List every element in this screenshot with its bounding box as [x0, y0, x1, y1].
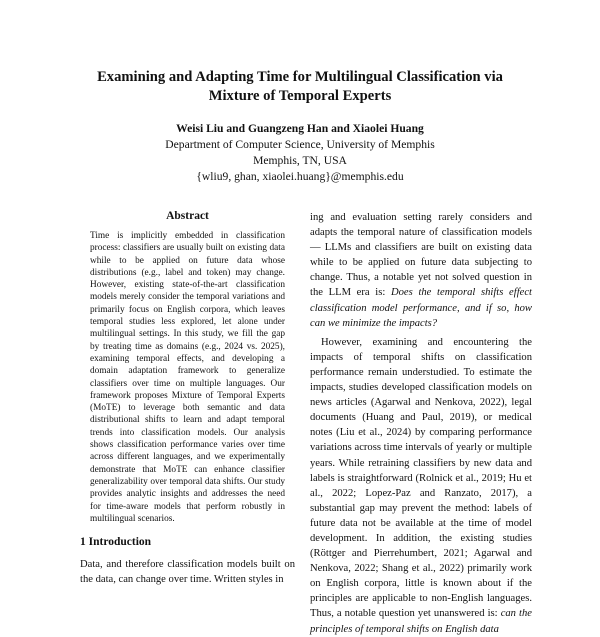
- right-column: [310, 210, 532, 637]
- author-block: [0, 121, 600, 185]
- affiliation: Department of Computer Science, University of Memphis: [165, 138, 435, 151]
- abstract-heading: Abstract: [166, 210, 209, 222]
- research-question: Does the temporal shifts effect classification model performance, and if so, how can we minimize the impacts?: [310, 287, 532, 329]
- right-p1-text: ing and evaluation setting rarely considers and adapts the temporal nature of classification models — LLMs and classifiers are built on existing data while to be applied on future data subjecting to change. Thus, a notable yet not solved question in the LLM era is:: [310, 212, 532, 299]
- author-names: Weisi Liu and Guangzeng Han and Xiaolei Huang: [176, 122, 424, 135]
- right-paragraph-1: [310, 210, 532, 331]
- open-question: can the principles of temporal shifts on English data: [310, 608, 532, 635]
- email: {wliu9, ghan, xiaolei.huang}@memphis.edu: [196, 170, 404, 183]
- right-p2-text: However, examining and encountering the impacts of temporal shifts on classification performance remain understudied. To estimate the impacts, studies developed classification models on news articles (Agarwal and Nenkova, 2022), legal documents (Huang and Paul, 2019), or medical notes (Liu et al., 2024) by comparing performance variations across time intervals of yearly or multiple years. While retraining classifiers by new data and labels is straightforward (Rolnick et al., 2019; Hu et al., 2022; Lopez-Paz and Ranzato, 2017), a substantial gap may prevent the method: labels of future data not be available at the time of model development. In addition, the existing studies (Röttger and Pierrehumbert, 2021; Agarwal and Nenkova, 2022; Shang et al., 2022) primarily work on English corpora, little is known about if the principles are applicable to non-English languages. Thus, a notable question yet unanswered is:: [310, 336, 532, 620]
- left-column: [80, 210, 295, 587]
- intro-paragraph: Data, and therefore classification models built on the data, can change over time. Written styles in: [80, 559, 295, 586]
- abstract-text: Time is implicitly embedded in classification process: classifiers are usually built on existing data while to be applied on future data whose distributions (e.g., label and token) may change. However, existing state-of-the-art classification models merely consider the temporal variations and primarily focus on English corpora, which leaves temporal studies less explored, let alone under multilingual settings. In this study, we fill the gap by treating time as domains (e.g., 2024 vs. 2025), examining temporal effects, and developing a domain adaptation framework to generalize classifiers over time on multiple languages. Our framework proposes Mixture of Temporal Experts (MoTE) to leverage both semantic and data distributional shifts to learn and adapt temporal trends into classification models. Our analysis shows classification performance varies over time across different languages, and we experimentally demonstrate that MoTE can enhance classifier generalizability over temporal data shifts. Our study provides analytic insights and addresses the need for time-aware models that perform robustly in multilingual scenarios.: [90, 231, 285, 524]
- paper-title: [0, 68, 600, 106]
- title-line-2: Mixture of Temporal Experts: [208, 88, 392, 104]
- section-heading-introduction: 1 Introduction: [80, 536, 152, 549]
- title-line-1: Examining and Adapting Time for Multilingual Classification via: [97, 69, 503, 85]
- right-paragraph-2: [310, 335, 532, 637]
- location: Memphis, TN, USA: [253, 154, 347, 167]
